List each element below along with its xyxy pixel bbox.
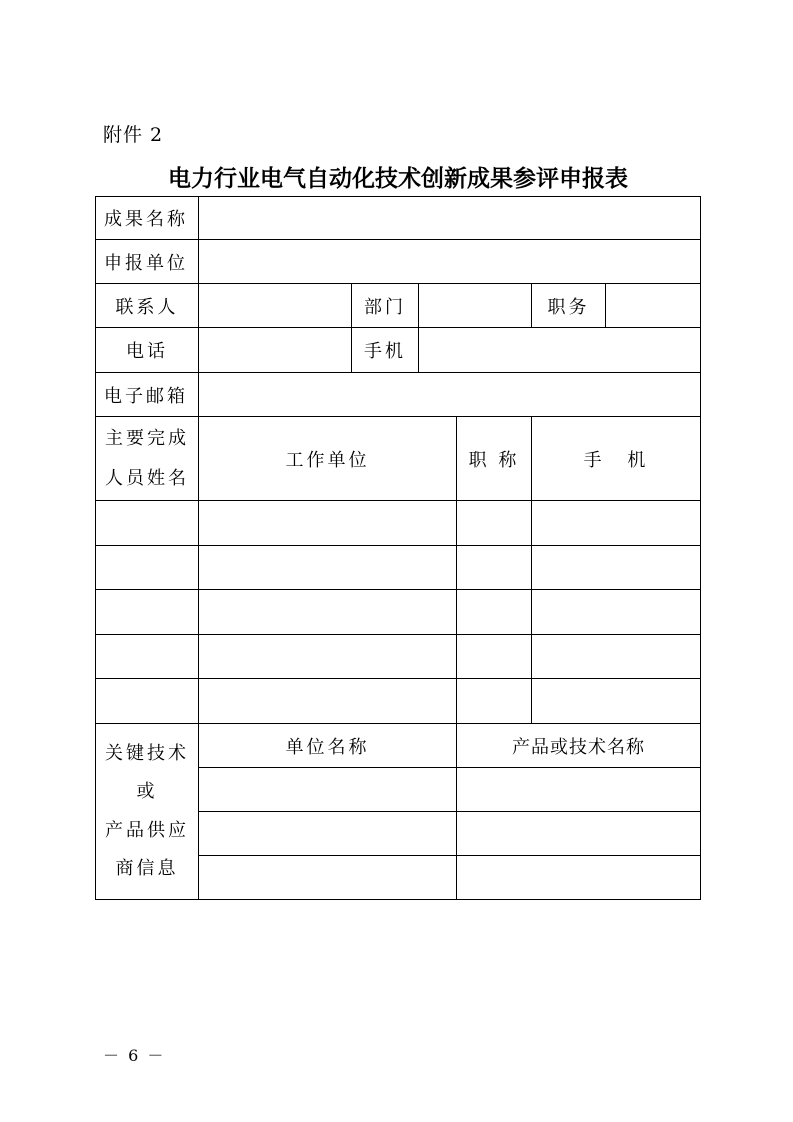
label-mobile: 手机 (364, 341, 406, 362)
label-applicant-unit: 申报单位 (104, 252, 188, 274)
form-title: 电力行业电气自动化技术创新成果参评申报表 (168, 166, 628, 192)
row-divider (198, 811, 701, 812)
phone-field[interactable] (199, 328, 351, 372)
label-phone: 电话 (126, 341, 168, 362)
label-line: 商信息 (115, 858, 179, 879)
table-border-right (700, 196, 701, 900)
mobile-field[interactable] (419, 328, 700, 372)
header-mobile: 手 机 (583, 449, 649, 471)
label-result-name: 成果名称 (104, 209, 188, 230)
label-main-members (96, 417, 198, 500)
email-field[interactable] (199, 373, 700, 416)
label-line: 或 (136, 781, 158, 802)
header-job-title: 职 称 (468, 449, 520, 471)
row-divider (95, 634, 701, 635)
label-line: 人员姓名 (105, 467, 189, 489)
contact-field[interactable] (199, 284, 351, 327)
result-name-field[interactable] (199, 197, 700, 239)
label-position: 职务 (547, 296, 590, 318)
row-divider (95, 589, 701, 590)
annex-label: 附件 2 (103, 124, 164, 146)
label-line: 关键技术 (105, 742, 189, 764)
row-divider (95, 678, 701, 679)
label-department: 部门 (364, 296, 406, 318)
label-supplier-info (96, 724, 198, 899)
department-field[interactable] (419, 284, 531, 327)
page-number: － 6 － (103, 1046, 166, 1065)
header-product-name: 产品或技术名称 (512, 736, 645, 758)
label-line: 产品供应 (105, 819, 189, 841)
header-unit-name: 单位名称 (285, 736, 370, 758)
label-email: 电子邮箱 (104, 385, 188, 407)
row-divider (198, 855, 701, 856)
applicant-unit-field[interactable] (199, 240, 700, 283)
table-border-bottom (95, 899, 701, 900)
row-divider (95, 545, 701, 546)
label-contact: 联系人 (115, 296, 179, 318)
row-divider (95, 500, 701, 501)
header-work-unit: 工作单位 (285, 449, 370, 471)
position-field[interactable] (606, 284, 700, 327)
label-line: 主要完成 (105, 427, 189, 449)
row-divider (198, 767, 701, 768)
